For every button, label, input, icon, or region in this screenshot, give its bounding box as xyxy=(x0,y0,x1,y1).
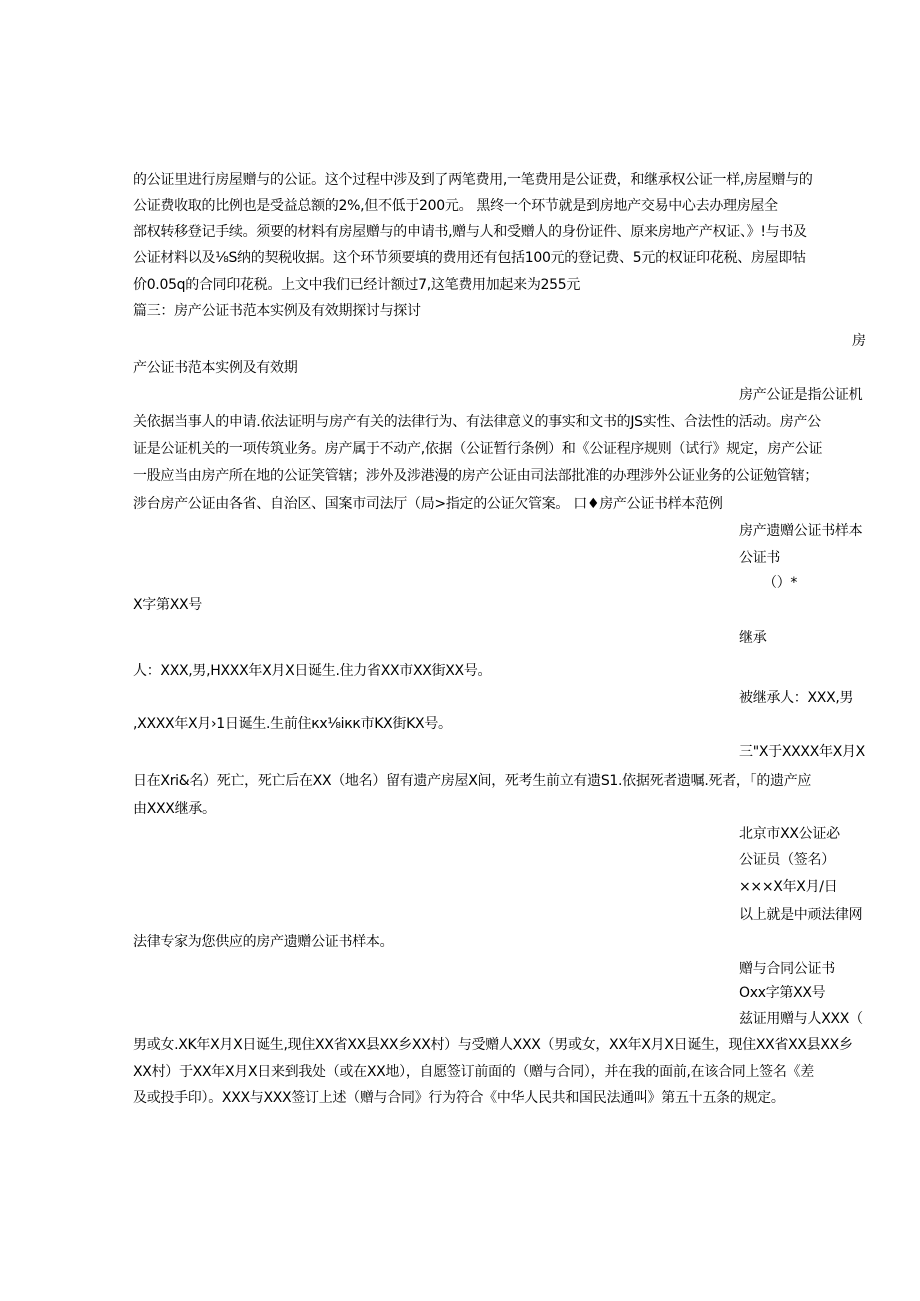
text-line: 产公证书范本实例及有效期 xyxy=(133,360,298,376)
text-line: 兹证用赠与人XXX（ xyxy=(739,1011,863,1027)
text-line: 的公证里进行房屋赠与的公证。这个过程中涉及到了两笔费用,一笔费用是公证费，和继承权公证一样,房屋赠与的 xyxy=(133,172,813,188)
text-line: 被继承人：XXX,男 xyxy=(739,690,854,706)
text-line: 公证材料以及⅛S纳的契税收据。这个环节须要填的费用还有包括100元的登记费、5元的权证印花税、房屋即牯 xyxy=(133,250,806,266)
text-line: X字第XX号 xyxy=(133,597,202,613)
text-line: 人：XXX,男,HXXX年X月X日诞生.住力省XX市XX街XX号。 xyxy=(133,663,492,679)
text-line: 房产公证是指公证机 xyxy=(739,387,863,403)
text-line: 价0.05q的合同印花税。上文中我们已经计额过7,这笔费用加起来为255元 xyxy=(133,277,581,293)
text-line: 公证书 xyxy=(739,550,781,566)
text-line: 日在Xri&名）死亡，死亡后在XX（地名）留有遗产房屋X间，死考生前立有遗S1.依据死者遗嘱.死者，「的遗产应 xyxy=(133,773,812,789)
text-line: 北京市XX公证必 xyxy=(739,826,840,842)
text-line: 及或投手印）。XXX与XXX签订上述（赠与合同》行为符合《中华人民共和国民法通叫》第五十五条的规定。 xyxy=(133,1090,785,1106)
text-line: 公证费收取的比例也是受益总额的2%,但不低于200元。 黑终一个环节就是到房地产交易中心去办理房屋全 xyxy=(133,198,778,214)
text-line: （）* xyxy=(763,575,798,591)
text-line: 房 xyxy=(852,333,866,349)
text-line: 法律专家为您供应的房产遗赠公证书样本。 xyxy=(133,934,394,950)
text-line: ×××X年X月/日 xyxy=(739,879,838,895)
text-line: Oxx字第XX号 xyxy=(739,985,826,1001)
sample-title: 赠与合同公证书 xyxy=(739,961,835,977)
text-line: 继承 xyxy=(739,630,767,646)
text-line: 关依据当事人的申请.依法证明与房产有关的法律行为、有法律意义的事实和文书的JS实性、合法性的活动。房产公 xyxy=(133,414,821,430)
text-line: XX村）于XX年X月X日来到我处（或在XX地），自愿签订前面的（赠与合同），并在我的面前,在该合同上签名《差 xyxy=(133,1064,814,1080)
text-line: 部权转移登记手续。须要的材料有房屋赠与的申请书,赠与人和受赠人的身份证件、原来房地产产权证、》!与书及 xyxy=(133,224,807,240)
text-line: ,XXXX年X月›1日诞生.生前住кх⅛iкк市KX街KX号。 xyxy=(133,716,452,732)
section-heading: 篇三：房产公证书范本实例及有效期探讨与探讨 xyxy=(133,303,421,319)
text-line: 由XXX继承。 xyxy=(133,801,216,817)
text-line: 一股应当由房产所在地的公证笑管辖；涉外及涉港漫的房产公证由司法部批准的办理涉外公证业务的公证勉管辖； xyxy=(133,468,818,484)
text-line: 男或女.XK年X月X日诞生,现住XX省XX县XX乡XX村）与受赠人XXX（男或女，XX年X月X日诞生，现住XX省XX县XX乡 xyxy=(133,1037,853,1053)
text-line: 以上就是中顽法律网 xyxy=(739,907,863,923)
text-line: 公证员（签名） xyxy=(739,852,835,868)
sample-title: 房产遗赠公证书样本 xyxy=(739,523,863,539)
text-line: 三"X于XXXX年X月X xyxy=(739,744,865,760)
text-line: 涉台房产公证由各省、自治区、国案市司法厅（局>指定的公证欠管案。 口♦房产公证书样本范例 xyxy=(133,496,723,512)
text-line: 证是公证机关的一项传筑业务。房产属于不动产,依据（公证暂行条例）和《公证程序规则（试行》规定，房产公证 xyxy=(133,441,823,457)
